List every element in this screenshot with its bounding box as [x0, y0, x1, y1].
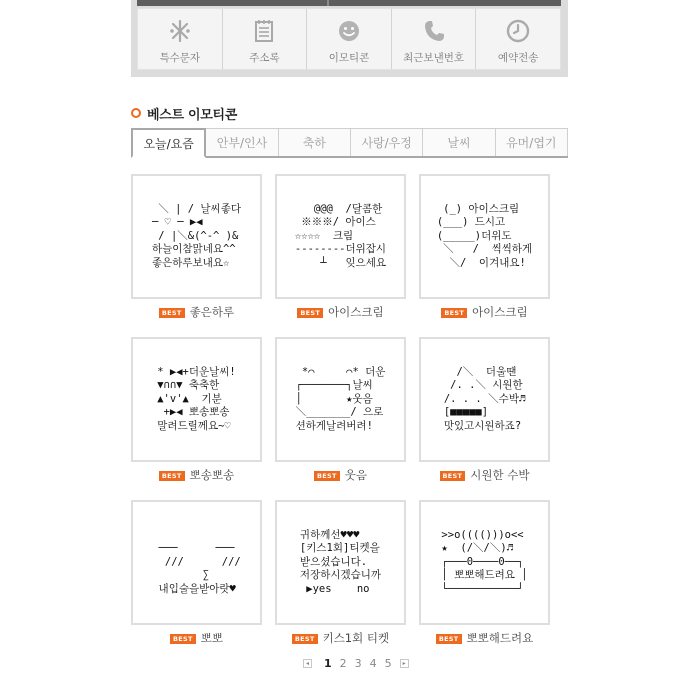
page-link-3[interactable]: 3 [354, 656, 362, 670]
emoticon-caption[interactable] [131, 304, 262, 320]
tool-label: 이모티콘 [328, 52, 370, 64]
phone-icon [421, 18, 447, 44]
tab-weather[interactable]: 날씨 [423, 128, 495, 156]
emoticon-item[interactable] [131, 500, 275, 652]
next-page-button[interactable]: ▸ [400, 659, 409, 668]
page-link-2[interactable]: 2 [339, 656, 347, 670]
caption-text: 키스1회 티켓 [322, 631, 390, 645]
emoticon-card[interactable] [419, 500, 550, 625]
emoticon-item[interactable] [131, 174, 275, 326]
emoticon-caption[interactable] [419, 467, 550, 483]
emoticon-item[interactable] [275, 500, 419, 652]
emoticon-art: >>o(((()))o<< ★ (/＼/＼)♬ ┌───0────0──┐ │ 뽀뽀해드려요 │ └───────────┘ [441, 528, 528, 595]
page-link-4[interactable]: 4 [369, 656, 377, 670]
address-book-icon [251, 18, 277, 44]
page-link-5[interactable]: 5 [384, 656, 392, 670]
emoticon-grid [131, 174, 565, 645]
special-char-icon [167, 18, 193, 44]
emoticon-icon [336, 18, 362, 44]
emoticon-card[interactable] [131, 337, 262, 462]
emoticon-art: *⌒ ⌒* 더운 ┌───────┐날씨 │ ★웃음 ＼_______/ 으로 션하게날려버려! [295, 365, 386, 432]
tool-emoticon[interactable] [307, 9, 392, 69]
caption-text: 아이스크림 [328, 305, 384, 319]
tool-label: 주소록 [249, 52, 280, 64]
message-toolbar-frame [131, 0, 568, 77]
tab-love-friendship[interactable]: 사랑/우정 [351, 128, 423, 156]
emoticon-item[interactable] [131, 337, 275, 489]
emoticon-card[interactable] [419, 174, 550, 299]
emoticon-item[interactable] [419, 500, 563, 652]
tool-scheduled-send[interactable] [476, 9, 560, 69]
emoticon-art: ─── ─── /// /// ∑ 내입술을받아랏♥ [158, 542, 241, 595]
page-link-1[interactable]: 1 [324, 656, 332, 670]
caption-text: 시원한 수박 [470, 468, 530, 482]
emoticon-caption[interactable] [131, 467, 262, 483]
tab-today[interactable]: 오늘/요즘 [131, 128, 206, 158]
caption-text: 아이스크림 [472, 305, 528, 319]
emoticon-item[interactable] [419, 337, 563, 489]
tab-congrats[interactable]: 축하 [279, 128, 351, 156]
emoticon-caption[interactable] [275, 467, 406, 483]
emoticon-art: * ▶◀+더운날씨! ▼∩∩▼ 축축한 ▲'v'▲ 기분 +▶◀ 뽀송뽀송 말려드릴께요~♡ [157, 365, 236, 432]
best-badge: BEST [440, 471, 466, 481]
best-badge: BEST [159, 308, 185, 318]
bullet-circle-icon [131, 108, 141, 118]
section-header [131, 104, 237, 122]
emoticon-caption[interactable] [275, 304, 406, 320]
message-toolbar [137, 8, 561, 70]
emoticon-art: 귀하께선♥♥♥ [키스1회]티켓을 받으셨습니다. 저장하시겠습니까 ▶yes no [299, 528, 382, 595]
emoticon-art: (_) 아이스크림 (___) 드시고 (_____)더위도 ＼ / 씩씩하게 ＼/ 이겨내요! [436, 202, 533, 269]
emoticon-item[interactable] [275, 337, 419, 489]
tool-label: 예약전송 [497, 52, 539, 64]
tab-humor[interactable]: 유머/엽기 [496, 128, 568, 156]
best-badge: BEST [170, 634, 196, 644]
toolbar-top-bar [137, 0, 561, 6]
tool-label: 최근보낸번호 [403, 52, 464, 64]
best-badge: BEST [436, 634, 462, 644]
tool-address-book[interactable] [223, 9, 308, 69]
caption-text: 뽀송뽀송 [189, 468, 235, 482]
caption-text: 웃음 [344, 468, 367, 482]
best-badge: BEST [297, 308, 323, 318]
emoticon-card[interactable] [131, 174, 262, 299]
emoticon-card[interactable] [275, 174, 406, 299]
tool-label: 특수문자 [159, 52, 201, 64]
section-title: 베스트 이모티콘 [147, 107, 238, 123]
tab-greetings[interactable]: 안부/인사 [206, 128, 278, 156]
best-badge: BEST [292, 634, 318, 644]
emoticon-caption[interactable] [131, 630, 262, 646]
caption-text: 좋은하루 [189, 305, 235, 319]
prev-page-button[interactable]: ◂ [303, 659, 312, 668]
emoticon-item[interactable] [419, 174, 563, 326]
best-badge: BEST [314, 471, 340, 481]
emoticon-card[interactable] [275, 337, 406, 462]
emoticon-art: @@@ /달콤한 ※※※/ 아이스 ☆☆☆☆ 크림 --------더위잡시 ┴ 잊으세요 [294, 202, 387, 269]
pagination [303, 656, 409, 670]
emoticon-item[interactable] [275, 174, 419, 326]
caption-text: 뽀뽀 [200, 631, 223, 645]
tool-recent-numbers[interactable] [392, 9, 477, 69]
best-badge: BEST [159, 471, 185, 481]
category-tabs [131, 128, 568, 158]
tool-special-char[interactable] [138, 9, 223, 69]
caption-text: 뽀뽀해드려요 [466, 631, 534, 645]
emoticon-caption[interactable] [419, 304, 550, 320]
emoticon-card[interactable] [275, 500, 406, 625]
emoticon-caption[interactable] [419, 630, 550, 646]
clock-icon [505, 18, 531, 44]
emoticon-card[interactable] [131, 500, 262, 625]
emoticon-art: ＼ | / 날씨좋다 ─ ♡ ─ ▶◀ / |＼&(^-^ )& 하늘이참맑네요^^ 좋은하루보내요☆ [151, 202, 241, 269]
emoticon-art: /＼ 더울땐 /. .＼ 시원한 /. . . ＼수박♬ [■■■■■] 맛있고시원하죠? [443, 365, 526, 432]
best-badge: BEST [441, 308, 467, 318]
emoticon-caption[interactable] [275, 630, 406, 646]
emoticon-card[interactable] [419, 337, 550, 462]
